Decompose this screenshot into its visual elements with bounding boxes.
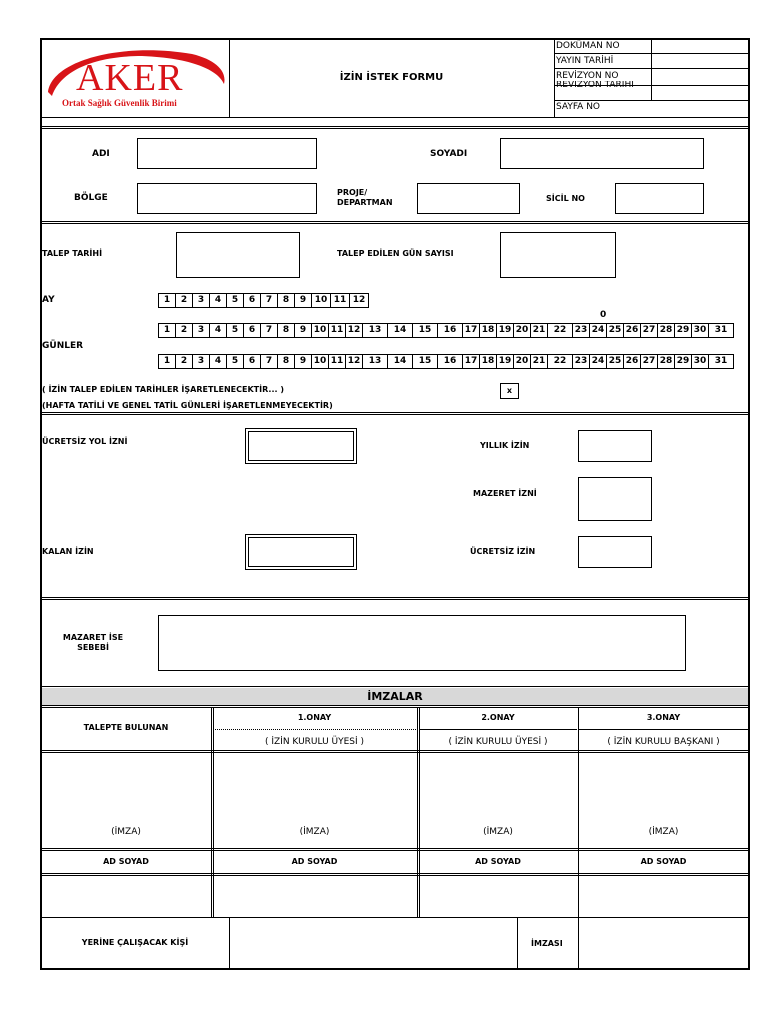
month-selector bbox=[159, 293, 369, 308]
month-option-2[interactable]: 2 bbox=[175, 293, 193, 308]
day-option-row1-22[interactable]: 22 bbox=[547, 323, 573, 338]
surname-field[interactable] bbox=[500, 138, 704, 169]
substitute-sign-field[interactable] bbox=[579, 919, 748, 969]
doc-info-line bbox=[554, 68, 748, 69]
header-divider bbox=[554, 39, 555, 117]
day-option-row2-24[interactable]: 24 bbox=[589, 354, 607, 369]
month-label: AY bbox=[42, 295, 55, 305]
unpaid-leave-label: ÜCRETSİZ İZİN bbox=[470, 547, 536, 556]
day-option-row2-17[interactable]: 17 bbox=[462, 354, 480, 369]
month-option-10[interactable]: 10 bbox=[311, 293, 331, 308]
month-option-6[interactable]: 6 bbox=[243, 293, 261, 308]
approval-1-title: 1.ONAY bbox=[297, 713, 332, 722]
day-option-row2-26[interactable]: 26 bbox=[623, 354, 641, 369]
approval-3-line bbox=[579, 729, 748, 730]
day-option-row2-8[interactable]: 8 bbox=[277, 354, 295, 369]
note-line-1: ( İZİN TALEP EDİLEN TARİHLER İŞARETLENECEKTİR... ) bbox=[42, 385, 284, 394]
doc-info-divider bbox=[651, 53, 652, 101]
days-label: GÜNLER bbox=[42, 341, 84, 351]
request-date-field[interactable] bbox=[176, 232, 300, 278]
sicil-field[interactable] bbox=[615, 183, 704, 214]
publish-date-label: YAYIN TARİHİ bbox=[556, 56, 614, 66]
day-option-row1-27[interactable]: 27 bbox=[640, 323, 658, 338]
section-divider bbox=[40, 705, 750, 708]
annual-leave-label: YILLIK İZİN bbox=[480, 441, 530, 450]
approval-2-line bbox=[419, 729, 577, 730]
section-divider bbox=[40, 126, 750, 129]
day-option-row2-11[interactable]: 11 bbox=[328, 354, 346, 369]
doc-info-line bbox=[554, 53, 748, 54]
day-option-row2-29[interactable]: 29 bbox=[674, 354, 692, 369]
month-option-3[interactable]: 3 bbox=[192, 293, 210, 308]
day-option-row2-19[interactable]: 19 bbox=[496, 354, 514, 369]
day-option-row2-18[interactable]: 18 bbox=[479, 354, 497, 369]
section-divider bbox=[40, 412, 750, 415]
month-option-12[interactable]: 12 bbox=[349, 293, 369, 308]
day-option-row1-19[interactable]: 19 bbox=[496, 323, 514, 338]
zero-value: 0 bbox=[600, 310, 607, 320]
unpaid-leave-field[interactable] bbox=[578, 536, 652, 568]
substitute-divider bbox=[517, 918, 518, 970]
day-option-row2-30[interactable]: 30 bbox=[691, 354, 709, 369]
day-option-row2-3[interactable]: 3 bbox=[192, 354, 210, 369]
mark-example-box: x bbox=[500, 383, 519, 399]
requester-name-label: AD SOYAD bbox=[103, 857, 149, 866]
day-option-row1-29[interactable]: 29 bbox=[674, 323, 692, 338]
day-option-row2-27[interactable]: 27 bbox=[640, 354, 658, 369]
project-label: PROJE/ DEPARTMAN bbox=[337, 188, 393, 207]
substitute-sign-label: İMZASI bbox=[531, 939, 563, 948]
days-selector-row-2 bbox=[159, 354, 734, 369]
day-option-row1-3[interactable]: 3 bbox=[192, 323, 210, 338]
revision-date-label: REVİZYON TARİHİ bbox=[556, 81, 634, 90]
day-option-row1-28[interactable]: 28 bbox=[657, 323, 675, 338]
day-option-row2-13[interactable]: 13 bbox=[362, 354, 388, 369]
requester-sign[interactable]: (İMZA) bbox=[111, 827, 141, 837]
month-option-7[interactable]: 7 bbox=[260, 293, 278, 308]
day-option-row2-7[interactable]: 7 bbox=[260, 354, 278, 369]
approval-3-name-label: AD SOYAD bbox=[640, 857, 687, 866]
approval-2-title: 2.ONAY bbox=[481, 713, 515, 722]
section-divider bbox=[40, 873, 750, 876]
day-option-row2-9[interactable]: 9 bbox=[294, 354, 312, 369]
approval-1-dotted-line bbox=[213, 729, 416, 730]
day-option-row2-15[interactable]: 15 bbox=[412, 354, 438, 369]
doc-no-label: DOKÜMAN NO bbox=[556, 41, 620, 51]
page-no-label: SAYFA NO bbox=[556, 102, 601, 112]
day-option-row1-24[interactable]: 24 bbox=[589, 323, 607, 338]
substitute-label: YERİNE ÇALIŞACAK KİŞİ bbox=[81, 938, 189, 947]
unpaid-road-leave-field[interactable] bbox=[248, 431, 354, 461]
section-divider bbox=[40, 917, 750, 918]
day-option-row2-2[interactable]: 2 bbox=[175, 354, 193, 369]
remaining-leave-label: KALAN İZİN bbox=[42, 547, 94, 556]
day-option-row1-6[interactable]: 6 bbox=[243, 323, 261, 338]
substitute-name-field[interactable] bbox=[230, 919, 517, 969]
region-label: BÖLGE bbox=[74, 193, 108, 203]
excuse-reason-field[interactable] bbox=[158, 615, 686, 671]
day-option-row1-20[interactable]: 20 bbox=[513, 323, 531, 338]
day-option-row2-23[interactable]: 23 bbox=[572, 354, 590, 369]
day-option-row2-28[interactable]: 28 bbox=[657, 354, 675, 369]
logo bbox=[42, 40, 229, 116]
requested-days-label: TALEP EDİLEN GÜN SAYISI bbox=[337, 249, 454, 258]
approval-3-title: 3.ONAY bbox=[646, 713, 681, 722]
day-option-row1-25[interactable]: 25 bbox=[606, 323, 624, 338]
approval-2-name-label: AD SOYAD bbox=[475, 857, 521, 866]
section-divider bbox=[40, 686, 750, 687]
month-option-9[interactable]: 9 bbox=[294, 293, 312, 308]
day-option-row1-18[interactable]: 18 bbox=[479, 323, 497, 338]
approval-1-role: ( İZİN KURULU ÜYESİ ) bbox=[264, 737, 365, 747]
month-option-1[interactable]: 1 bbox=[158, 293, 176, 308]
note-line-2: (HAFTA TATİLİ VE GENEL TATİL GÜNLERİ İŞARETLENMEYECEKTİR) bbox=[42, 401, 333, 410]
excuse-reason-label: MAZARET İSE SEBEBİ bbox=[62, 633, 124, 652]
approval-1-sign[interactable]: (İMZA) bbox=[299, 827, 330, 837]
excuse-leave-field[interactable] bbox=[578, 477, 652, 521]
month-option-8[interactable]: 8 bbox=[277, 293, 295, 308]
days-selector-row-1 bbox=[159, 323, 734, 338]
day-option-row1-2[interactable]: 2 bbox=[175, 323, 193, 338]
day-option-row2-25[interactable]: 25 bbox=[606, 354, 624, 369]
unpaid-road-leave-label: ÜCRETSİZ YOL İZNİ bbox=[42, 437, 128, 446]
month-option-4[interactable]: 4 bbox=[209, 293, 227, 308]
day-option-row2-14[interactable]: 14 bbox=[387, 354, 413, 369]
day-option-row1-9[interactable]: 9 bbox=[294, 323, 312, 338]
day-option-row2-12[interactable]: 12 bbox=[345, 354, 363, 369]
day-option-row2-31[interactable]: 31 bbox=[708, 354, 734, 369]
requester-label: TALEPTE BULUNAN bbox=[83, 723, 169, 732]
month-option-5[interactable]: 5 bbox=[226, 293, 244, 308]
section-divider bbox=[40, 750, 750, 753]
section-divider bbox=[40, 117, 750, 118]
day-option-row1-12[interactable]: 12 bbox=[345, 323, 363, 338]
region-field[interactable] bbox=[137, 183, 317, 214]
revision-no-label: REVİZYON NO bbox=[556, 71, 619, 81]
approval-3-role: ( İZİN KURULU BAŞKANI ) bbox=[607, 737, 720, 747]
day-option-row1-14[interactable]: 14 bbox=[387, 323, 413, 338]
day-option-row1-4[interactable]: 4 bbox=[209, 323, 227, 338]
day-option-row2-22[interactable]: 22 bbox=[547, 354, 573, 369]
day-option-row2-20[interactable]: 20 bbox=[513, 354, 531, 369]
day-option-row2-6[interactable]: 6 bbox=[243, 354, 261, 369]
day-option-row1-31[interactable]: 31 bbox=[708, 323, 734, 338]
day-option-row1-8[interactable]: 8 bbox=[277, 323, 295, 338]
day-option-row2-16[interactable]: 16 bbox=[437, 354, 463, 369]
name-field[interactable] bbox=[137, 138, 317, 169]
approval-3-sign[interactable]: (İMZA) bbox=[648, 827, 679, 837]
day-option-row1-1[interactable]: 1 bbox=[158, 323, 176, 338]
day-option-row1-21[interactable]: 21 bbox=[530, 323, 548, 338]
approval-2-sign[interactable]: (İMZA) bbox=[483, 827, 513, 837]
day-option-row1-15[interactable]: 15 bbox=[412, 323, 438, 338]
signatures-title: İMZALAR bbox=[42, 688, 748, 706]
day-option-row1-10[interactable]: 10 bbox=[311, 323, 329, 338]
section-divider bbox=[40, 221, 750, 224]
logo-subtitle: Ortak Sağlık Güvenlik Birimi bbox=[62, 98, 177, 108]
day-option-row1-30[interactable]: 30 bbox=[691, 323, 709, 338]
section-divider bbox=[40, 597, 750, 600]
requested-days-field[interactable] bbox=[500, 232, 616, 278]
day-option-row2-10[interactable]: 10 bbox=[311, 354, 329, 369]
day-option-row2-21[interactable]: 21 bbox=[530, 354, 548, 369]
day-option-row2-4[interactable]: 4 bbox=[209, 354, 227, 369]
approval-2-role: ( İZİN KURULU ÜYESİ ) bbox=[448, 737, 548, 747]
day-option-row1-5[interactable]: 5 bbox=[226, 323, 244, 338]
project-field[interactable] bbox=[417, 183, 520, 214]
request-date-label: TALEP TARİHİ bbox=[42, 249, 103, 258]
month-option-11[interactable]: 11 bbox=[330, 293, 350, 308]
logo-text: AKER bbox=[76, 57, 184, 99]
day-option-row1-23[interactable]: 23 bbox=[572, 323, 590, 338]
day-option-row1-13[interactable]: 13 bbox=[362, 323, 388, 338]
day-option-row2-1[interactable]: 1 bbox=[158, 354, 176, 369]
excuse-leave-label: MAZERET İZNİ bbox=[473, 489, 537, 498]
day-option-row1-26[interactable]: 26 bbox=[623, 323, 641, 338]
name-label: ADI bbox=[92, 149, 110, 159]
remaining-leave-field[interactable] bbox=[248, 537, 354, 567]
day-option-row2-5[interactable]: 5 bbox=[226, 354, 244, 369]
form-title: İZİN İSTEK FORMU bbox=[339, 72, 444, 83]
day-option-row1-16[interactable]: 16 bbox=[437, 323, 463, 338]
doc-info-divider bbox=[651, 39, 652, 53]
day-option-row1-17[interactable]: 17 bbox=[462, 323, 480, 338]
sicil-label: SİCİL NO bbox=[546, 194, 585, 203]
day-option-row1-11[interactable]: 11 bbox=[328, 323, 346, 338]
approval-1-name-label: AD SOYAD bbox=[291, 857, 338, 866]
section-divider bbox=[40, 848, 750, 851]
surname-label: SOYADI bbox=[430, 149, 468, 159]
day-option-row1-7[interactable]: 7 bbox=[260, 323, 278, 338]
annual-leave-field[interactable] bbox=[578, 430, 652, 462]
